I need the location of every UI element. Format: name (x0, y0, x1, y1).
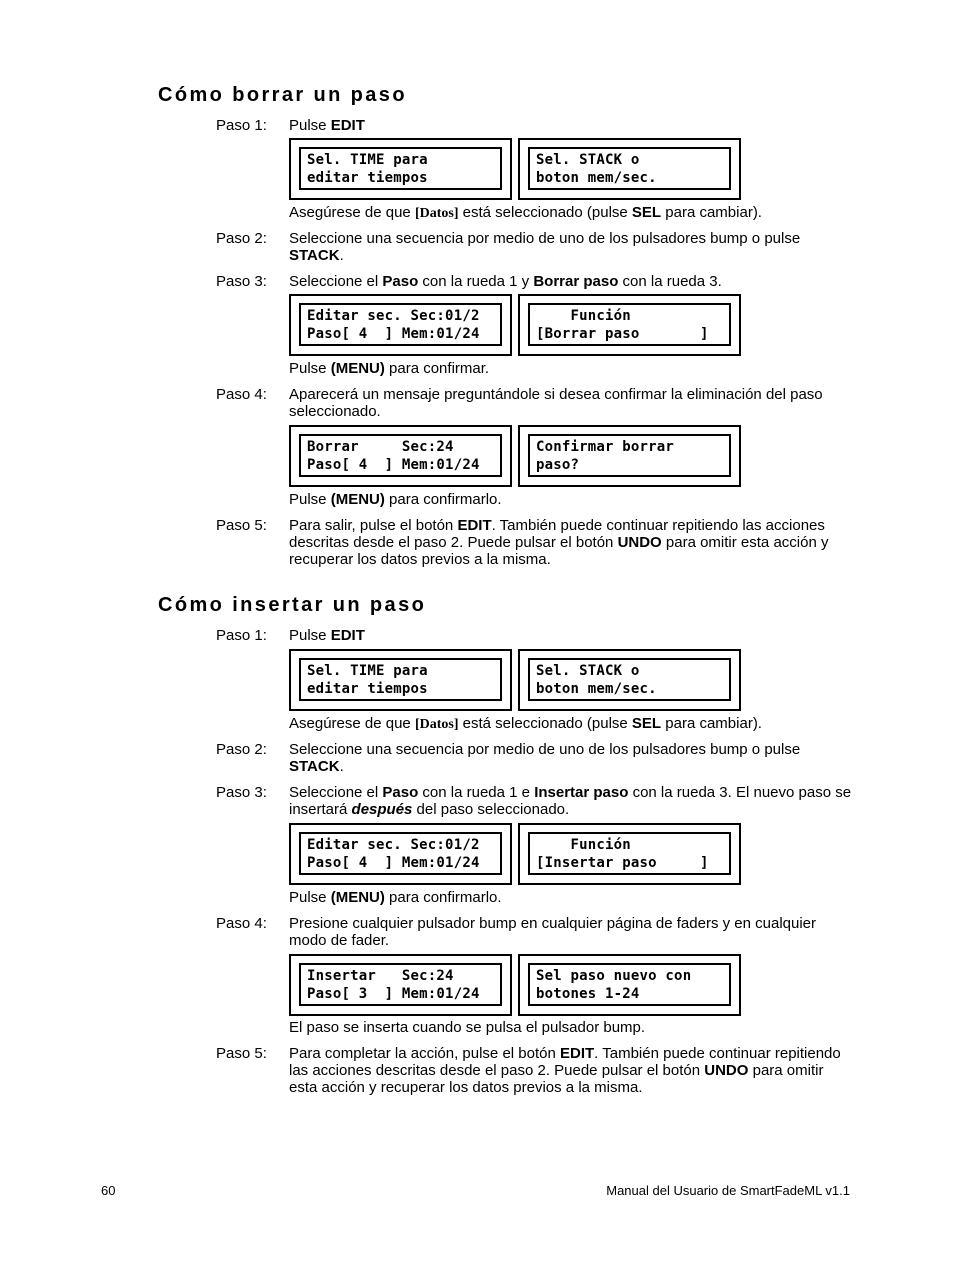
lcd-line: Función (536, 308, 631, 324)
lcd-display-right (518, 954, 741, 1016)
lcd-line: Paso[ 3 ] Mem:01/24 (307, 986, 480, 1002)
step-text: Presione cualquier pulsador bump en cualquier página de faders y en cualquier modo de fader. (289, 915, 817, 949)
lcd-line: editar tiempos (307, 170, 428, 186)
section-title-insertar: Cómo insertar un paso (158, 594, 427, 616)
step-text: Seleccione el Paso con la rueda 1 y Borrar paso con la rueda 3. (289, 273, 722, 290)
page-number: 60 (101, 1183, 116, 1198)
step-text: Aparecerá un mensaje preguntándole si desea confirmar la eliminación del paso seleccionado. (289, 386, 823, 420)
step-text: Seleccione el Paso con la rueda 1 e Insertar paso con la rueda 3. El nuevo paso se insertará después del paso seleccionado. (289, 784, 852, 818)
lcd-display-right (518, 649, 741, 711)
lcd-display-left (289, 138, 512, 200)
step-text: Para completar la acción, pulse el botón EDIT. También puede continuar repitiendo las acciones descritas desde el paso 2. Puede pulsar el botón UNDO para omitir esta acción y recuperar los datos previos a la misma. (289, 1045, 841, 1096)
step-text: Pulse EDIT (289, 117, 365, 134)
lcd-line: editar tiempos (307, 681, 428, 697)
step-label: Paso 4: (216, 386, 267, 403)
step-label: Paso 3: (216, 273, 267, 290)
lcd-line: Borrar Sec:24 (307, 439, 454, 455)
step-note: Pulse (MENU) para confirmarlo. (289, 491, 502, 508)
footer-title: Manual del Usuario de SmartFadeML v1.1 (606, 1183, 850, 1198)
lcd-display-right (518, 138, 741, 200)
step-note: El paso se inserta cuando se pulsa el pulsador bump. (289, 1019, 646, 1036)
step-text: Seleccione una secuencia por medio de uno de los pulsadores bump o pulse STACK. (289, 230, 801, 264)
step-text: Pulse EDIT (289, 627, 365, 644)
lcd-line: Paso[ 4 ] Mem:01/24 (307, 457, 480, 473)
step-note: Pulse (MENU) para confirmarlo. (289, 889, 502, 906)
step-label: Paso 5: (216, 517, 267, 534)
lcd-line: [Insertar paso ] (536, 855, 709, 871)
step-label: Paso 1: (216, 627, 267, 644)
lcd-display-left (289, 954, 512, 1016)
lcd-line: Sel. TIME para (307, 663, 428, 679)
lcd-line: Paso[ 4 ] Mem:01/24 (307, 855, 480, 871)
step-label: Paso 3: (216, 784, 267, 801)
lcd-line: Función (536, 837, 631, 853)
lcd-line: botones 1-24 (536, 986, 640, 1002)
step-label: Paso 1: (216, 117, 267, 134)
lcd-display-right (518, 425, 741, 487)
step-note: Pulse (MENU) para confirmar. (289, 360, 490, 377)
lcd-line: [Borrar paso ] (536, 326, 709, 342)
section-title-borrar: Cómo borrar un paso (158, 84, 407, 106)
lcd-display-left (289, 823, 512, 885)
step-label: Paso 2: (216, 230, 267, 247)
lcd-line: boton mem/sec. (536, 170, 657, 186)
lcd-line: Sel. STACK o (536, 663, 640, 679)
lcd-display-left (289, 425, 512, 487)
lcd-line: Confirmar borrar (536, 439, 675, 455)
step-text: Seleccione una secuencia por medio de uno de los pulsadores bump o pulse STACK. (289, 741, 801, 775)
lcd-line: Sel paso nuevo con (536, 968, 692, 984)
lcd-display-left (289, 294, 512, 356)
step-label: Paso 5: (216, 1045, 267, 1062)
lcd-line: Paso[ 4 ] Mem:01/24 (307, 326, 480, 342)
step-note: Asegúrese de que [Datos] está seleccionado (pulse SEL para cambiar). (289, 204, 762, 221)
lcd-line: Sel. STACK o (536, 152, 640, 168)
step-label: Paso 4: (216, 915, 267, 932)
lcd-display-right (518, 823, 741, 885)
lcd-display-right (518, 294, 741, 356)
lcd-display-left (289, 649, 512, 711)
lcd-line: Insertar Sec:24 (307, 968, 454, 984)
lcd-line: paso? (536, 457, 580, 473)
step-note: Asegúrese de que [Datos] está seleccionado (pulse SEL para cambiar). (289, 715, 762, 732)
lcd-line: Editar sec. Sec:01/2 (307, 308, 480, 324)
step-label: Paso 2: (216, 741, 267, 758)
lcd-line: Sel. TIME para (307, 152, 428, 168)
lcd-line: Editar sec. Sec:01/2 (307, 837, 480, 853)
lcd-line: boton mem/sec. (536, 681, 657, 697)
step-text: Para salir, pulse el botón EDIT. También puede continuar repitiendo las acciones descritas desde el paso 2. Puede pulsar el botón UNDO para omitir esta acción y recuperar los datos previos a la misma. (289, 517, 829, 568)
